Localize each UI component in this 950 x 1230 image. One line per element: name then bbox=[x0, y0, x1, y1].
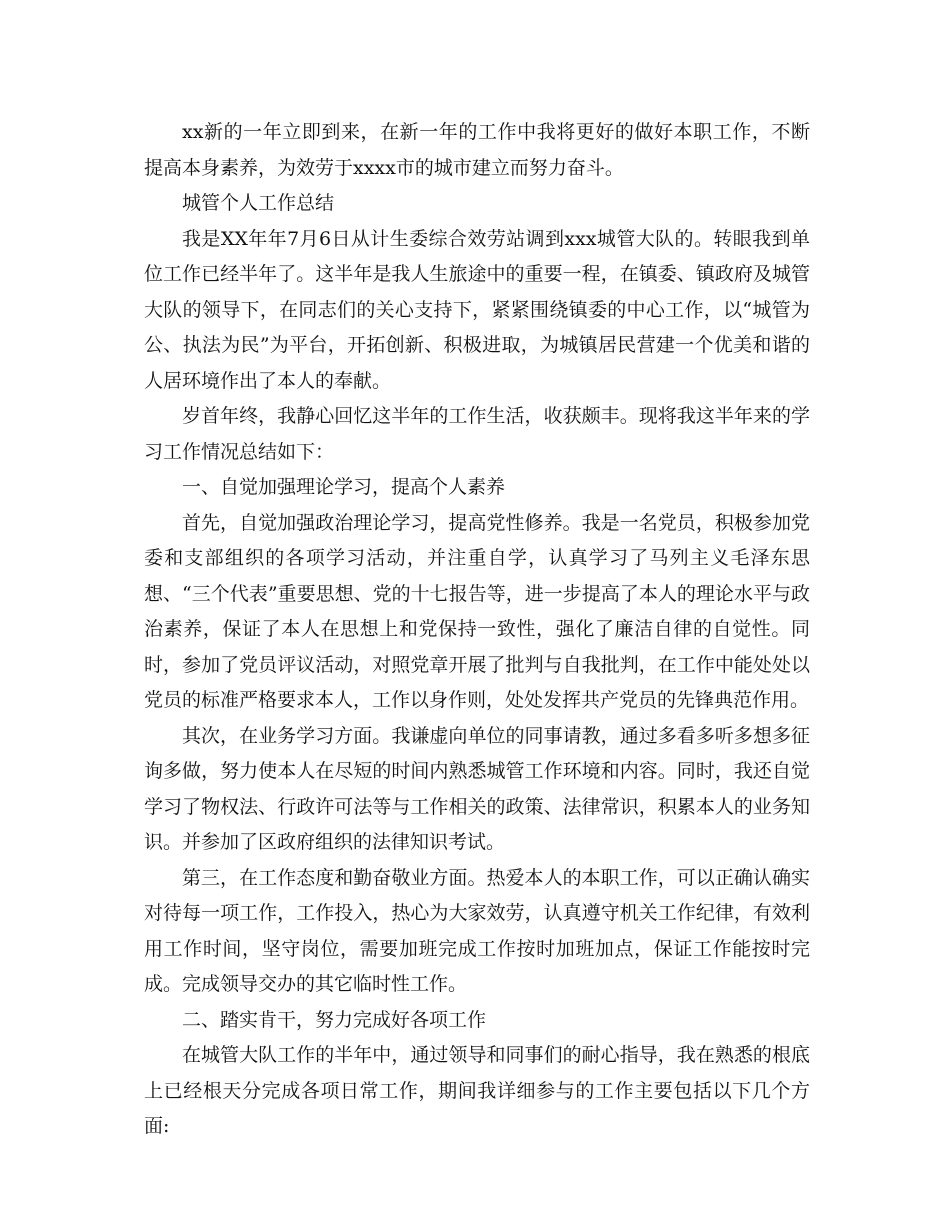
paragraph-intro-closing: xx新的一年立即到来，在新一年的工作中我将更好的做好本职工作，不断提高本身素养，为效劳于xxxx市的城市建立而努力奋斗。 bbox=[144, 121, 810, 179]
paragraph-summary-intro: 岁首年终，我静心回忆这半年的工作生活，收获颇丰。现将我这半年来的学习工作情况总结如下： bbox=[144, 405, 810, 463]
paragraph-background: 我是XX年年7月6日从计生委综合效劳站调到xxx城管大队的。转眼我到单位工作已经半年了。这半年是我人生旅途中的重要一程，在镇委、镇政府及城管大队的领导下，在同志们的关心支持下，紧紧围绕镇委的中心工作，以“城管为公、执法为民”为平台，开拓创新、积极进取，为城镇居民营建一个优美和谐的人居环境作出了本人的奉献。 bbox=[144, 227, 810, 392]
paragraph-work-attitude: 第三，在工作态度和勤奋敬业方面。热爱本人的本职工作，可以正确认确实对待每一项工作，工作投入，热心为大家效劳，认真遵守机关工作纪律，有效利用工作时间，坚守岗位，需要加班完成工作按时加班加点，保证工作能按时完成。完成领导交办的其它临时性工作。 bbox=[144, 866, 810, 995]
section-title: 城管个人工作总结 bbox=[182, 192, 335, 214]
document-body bbox=[144, 115, 810, 1145]
paragraph-work-details: 在城管大队工作的半年中，通过领导和同事们的耐心指导，我在熟悉的根底上已经根天分完成各项日常工作，期间我详细参与的工作主要包括以下几个方面: bbox=[144, 1044, 810, 1137]
paragraph-business-study: 其次，在业务学习方面。我谦虚向单位的同事请教，通过多看多听多想多征询多做，努力使本人在尽短的时间内熟悉城管工作环境和内容。同时，我还自觉学习了物权法、行政许可法等与工作相关的政策、法律常识，积累本人的业务知识。并参加了区政府组织的法律知识考试。 bbox=[144, 724, 810, 853]
heading-theory-study: 一、自觉加强理论学习，提高个人素养 bbox=[182, 476, 506, 498]
heading-complete-work: 二、踏实肯干，努力完成好各项工作 bbox=[182, 1008, 487, 1031]
paragraph-political-study: 首先，自觉加强政治理论学习，提高党性修养。我是一名党员，积极参加党委和支部组织的各项学习活动，并注重自学，认真学习了马列主义毛泽东思想、“三个代表”重要思想、党的十七报告等，进一步提高了本人的理论水平与政治素养，保证了本人在思想上和党保持一致性，强化了廉洁自律的自觉性。同时，参加了党员评议活动，对照党章开展了批判与自我批判，在工作中能处处以党员的标准严格要求本人，工作以身作则，处处发挥共产党员的先锋典范作用。 bbox=[144, 511, 810, 711]
